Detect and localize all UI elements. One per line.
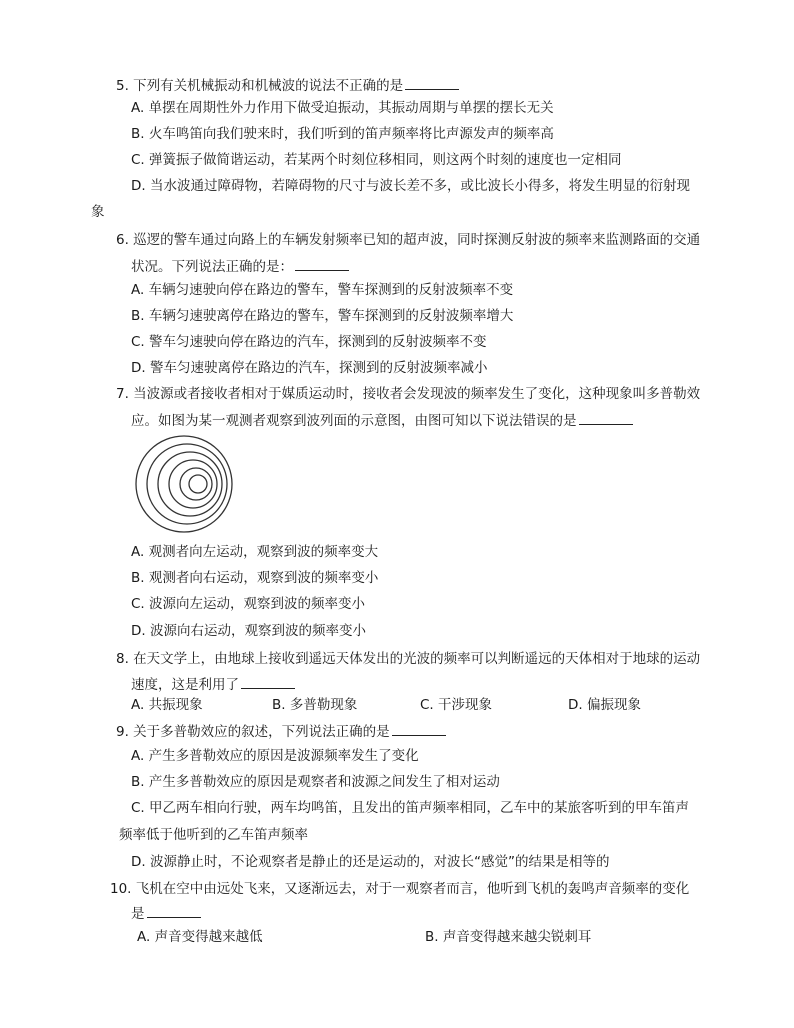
answer-blank — [241, 675, 295, 689]
question-7-option-b: B. 观测者向右运动，观察到波的频率变小 — [131, 570, 379, 586]
answer-blank — [295, 257, 349, 271]
wave-front-ring — [147, 444, 227, 524]
wave-front-ring — [169, 460, 217, 508]
question-6-option-a: A. 车辆匀速驶向停在路边的警车，警车探测到的反射波频率不变 — [131, 282, 514, 298]
question-5-option-a: A. 单摆在周期性外力作用下做受迫振动，其振动周期与单摆的摆长无关 — [131, 100, 554, 116]
question-5-option-d: D. 当水波通过障碍物，若障碍物的尺寸与波长差不多，或比波长小得多，将发生明显的衍射现 — [131, 178, 690, 194]
question-8-stem: 8. 在天文学上，由地球上接收到遥远天体发出的光波的频率可以判断遥远的天体相对于地球的运动 — [116, 651, 701, 667]
question-7-stem: 7. 当波源或者接收者相对于媒质运动时，接收者会发现波的频率发生了变化，这种现象叫多普勒效 — [116, 386, 701, 402]
question-8-stem-line2: 速度，这是利用了 — [131, 675, 295, 694]
question-8-option-c: C. 干涉现象 — [420, 697, 493, 713]
wave-fronts-figure — [130, 434, 238, 534]
question-6-option-d: D. 警车匀速驶离停在路边的汽车，探测到的反射波频率减小 — [131, 360, 488, 376]
answer-blank — [405, 76, 459, 90]
question-7-option-a: A. 观测者向左运动，观察到波的频率变大 — [131, 544, 379, 560]
question-10-stem-line2: 是 — [131, 904, 201, 923]
question-5-stem: 5. 下列有关机械振动和机械波的说法不正确的是 — [116, 76, 459, 95]
question-9-option-c-wrap: 频率低于他听到的乙车笛声频率 — [119, 827, 308, 843]
answer-blank — [392, 722, 446, 736]
question-5-option-b: B. 火车鸣笛向我们驶来时，我们听到的笛声频率将比声源发声的频率高 — [131, 126, 554, 142]
question-10-option-b: B. 声音变得越来越尖锐刺耳 — [425, 929, 592, 945]
question-6-option-b: B. 车辆匀速驶离停在路边的警车，警车探测到的反射波频率增大 — [131, 308, 514, 324]
question-7-option-d: D. 波源向右运动，观察到波的频率变小 — [131, 623, 366, 639]
question-8-option-b: B. 多普勒现象 — [272, 697, 358, 713]
question-8-option-d: D. 偏振现象 — [568, 697, 641, 713]
question-6-option-c: C. 警车匀速驶向停在路边的汽车，探测到的反射波频率不变 — [131, 334, 487, 350]
question-7-stem-line2: 应。如图为某一观测者观察到波列面的示意图，由图可知以下说法错误的是 — [131, 411, 633, 430]
question-9-option-a: A. 产生多普勒效应的原因是波源频率发生了变化 — [131, 748, 419, 764]
question-9-stem: 9. 关于多普勒效应的叙述，下列说法正确的是 — [116, 722, 446, 741]
question-6-stem-line2: 状况。下列说法正确的是： — [131, 257, 349, 276]
answer-blank — [147, 904, 201, 918]
question-10-stem: 10. 飞机在空中由远处飞来，又逐渐远去，对于一观察者而言，他听到飞机的轰鸣声音频率的变化 — [110, 881, 690, 897]
question-9-option-b: B. 产生多普勒效应的原因是观察者和波源之间发生了相对运动 — [131, 774, 500, 790]
question-9-option-c: C. 甲乙两车相向行驶，两车均鸣笛，且发出的笛声频率相同，乙车中的某旅客听到的甲车笛声 — [131, 800, 690, 816]
question-10-option-a: A. 声音变得越来越低 — [137, 929, 263, 945]
question-9-option-d: D. 波源静止时，不论观察者是静止的还是运动的，对波长“感觉”的结果是相等的 — [131, 854, 610, 870]
question-6-stem: 6. 巡逻的警车通过向路上的车辆发射频率已知的超声波，同时探测反射波的频率来监测路面的交通 — [116, 232, 701, 248]
question-5-option-d-wrap: 象 — [91, 204, 105, 220]
question-5-option-c: C. 弹簧振子做简谐运动，若某两个时刻位移相同，则这两个时刻的速度也一定相同 — [131, 152, 622, 168]
answer-blank — [579, 411, 633, 425]
question-7-option-c: C. 波源向左运动，观察到波的频率变小 — [131, 596, 366, 612]
question-8-option-a: A. 共振现象 — [131, 697, 203, 713]
wave-front-ring — [189, 475, 207, 493]
